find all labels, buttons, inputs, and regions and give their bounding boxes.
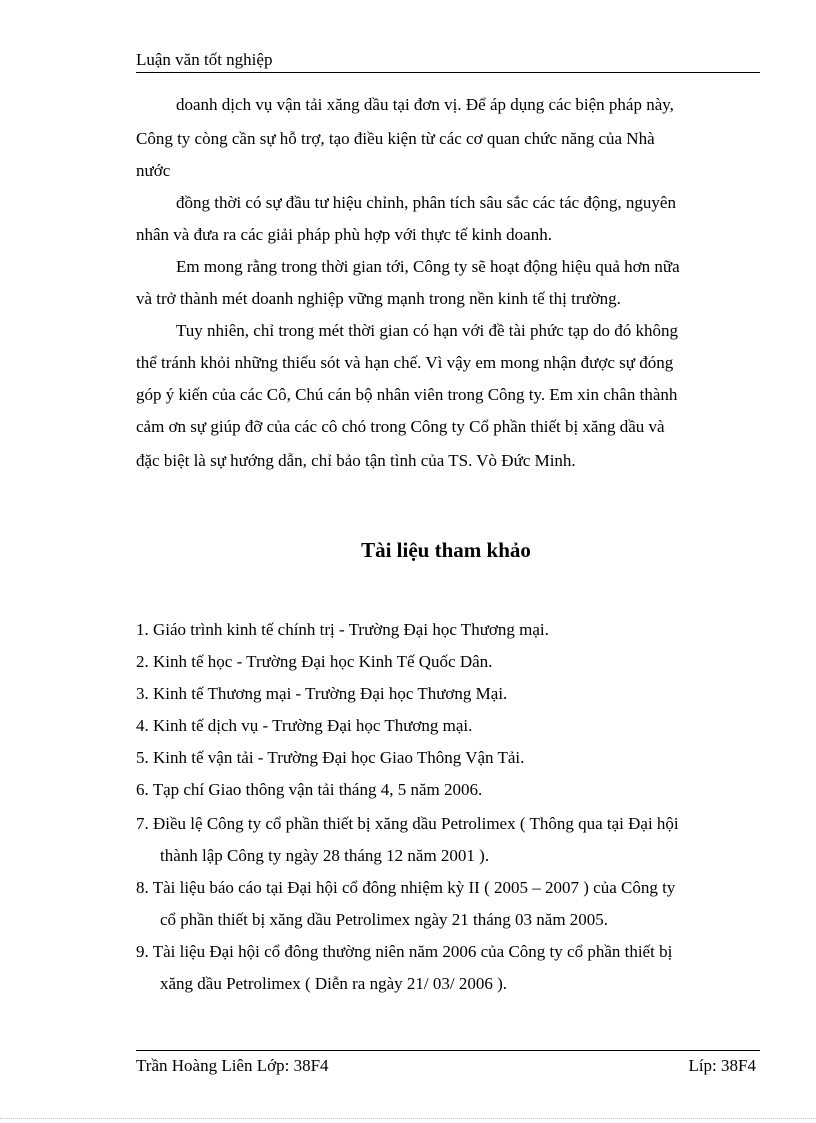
reference-item: 7. Điều lệ Công ty cổ phần thiết bị xăng dầu Petrolimex ( Thông qua tại Đại hội (136, 814, 679, 833)
reference-item-continuation: cổ phần thiết bị xăng dầu Petrolimex ngày 21 tháng 03 năm 2005. (160, 910, 609, 929)
header-title: Luận văn tốt nghiệp (136, 50, 273, 69)
reference-item-continuation: xăng dầu Petrolimex ( Diễn ra ngày 21/ 03/ 2006 ). (160, 974, 508, 993)
body-line: doanh dịch vụ vận tải xăng dầu tại đơn vị. Để áp dụng các biện pháp này, (176, 95, 674, 114)
body-line: Em mong rằng trong thời gian tới, Công ty sẽ hoạt động hiệu quả hơn nữa (176, 257, 680, 276)
reference-item: 4. Kinh tế dịch vụ - Trường Đại học Thương mại. (136, 716, 473, 735)
reference-item: 1. Giáo trình kinh tế chính trị - Trường Đại học Thương mại. (136, 620, 549, 639)
body-line: đồng thời có sự đầu tư hiệu chỉnh, phân tích sâu sắc các tác động, nguyên (176, 193, 676, 212)
body-line: Tuy nhiên, chỉ trong mét thời gian có hạn với đề tài phức tạp do đó không (176, 321, 679, 340)
body-line: thể tránh khỏi những thiếu sót và hạn chế. Vì vậy em mong nhận được sự đóng (136, 353, 674, 372)
body-line: nhân và đưa ra các giải pháp phù hợp với thực tế kinh doanh. (136, 225, 552, 244)
footer-divider (136, 1050, 760, 1051)
references-heading: Tài liệu tham khảo (361, 538, 531, 562)
body-line: cảm ơn sự giúp đỡ của các cô chó trong Công ty Cổ phần thiết bị xăng dầu và (136, 417, 665, 436)
page-header (136, 48, 760, 73)
reference-item: 9. Tài liệu Đại hội cổ đông thường niên năm 2006 của Công ty cổ phần thiết bị (136, 942, 673, 961)
body-line: đặc biệt là sự hướng dẫn, chỉ bảo tận tình của TS. Vò Đức Minh. (136, 451, 576, 470)
reference-item: 8. Tài liệu báo cáo tại Đại hội cổ đông nhiệm kỳ II ( 2005 – 2007 ) của Công ty (136, 878, 676, 897)
body-line: và trở thành mét doanh nghiệp vững mạnh trong nền kinh tế thị trường. (136, 289, 621, 308)
body-line: góp ý kiến của các Cô, Chú cán bộ nhân viên trong Công ty. Em xin chân thành (136, 385, 678, 404)
reference-item: 2. Kinh tế học - Trường Đại học Kinh Tế Quốc Dân. (136, 652, 493, 671)
body-line: Công ty còng cần sự hỗ trợ, tạo điều kiện từ các cơ quan chức năng của Nhà (136, 129, 655, 148)
footer-class: Líp: 38F4 (688, 1056, 756, 1075)
reference-item-continuation: thành lập Công ty ngày 28 tháng 12 năm 2001 ). (160, 846, 490, 865)
reference-item: 5. Kinh tế vận tải - Trường Đại học Giao Thông Vận Tải. (136, 748, 525, 767)
reference-item: 6. Tạp chí Giao thông vận tải tháng 4, 5 năm 2006. (136, 780, 483, 799)
footer-author: Trần Hoàng Liên Lớp: 38F4 (136, 1056, 329, 1075)
body-line: nước (136, 161, 171, 180)
page-edge-divider (0, 1118, 816, 1119)
reference-item: 3. Kinh tế Thương mại - Trường Đại học Thương Mại. (136, 684, 508, 703)
